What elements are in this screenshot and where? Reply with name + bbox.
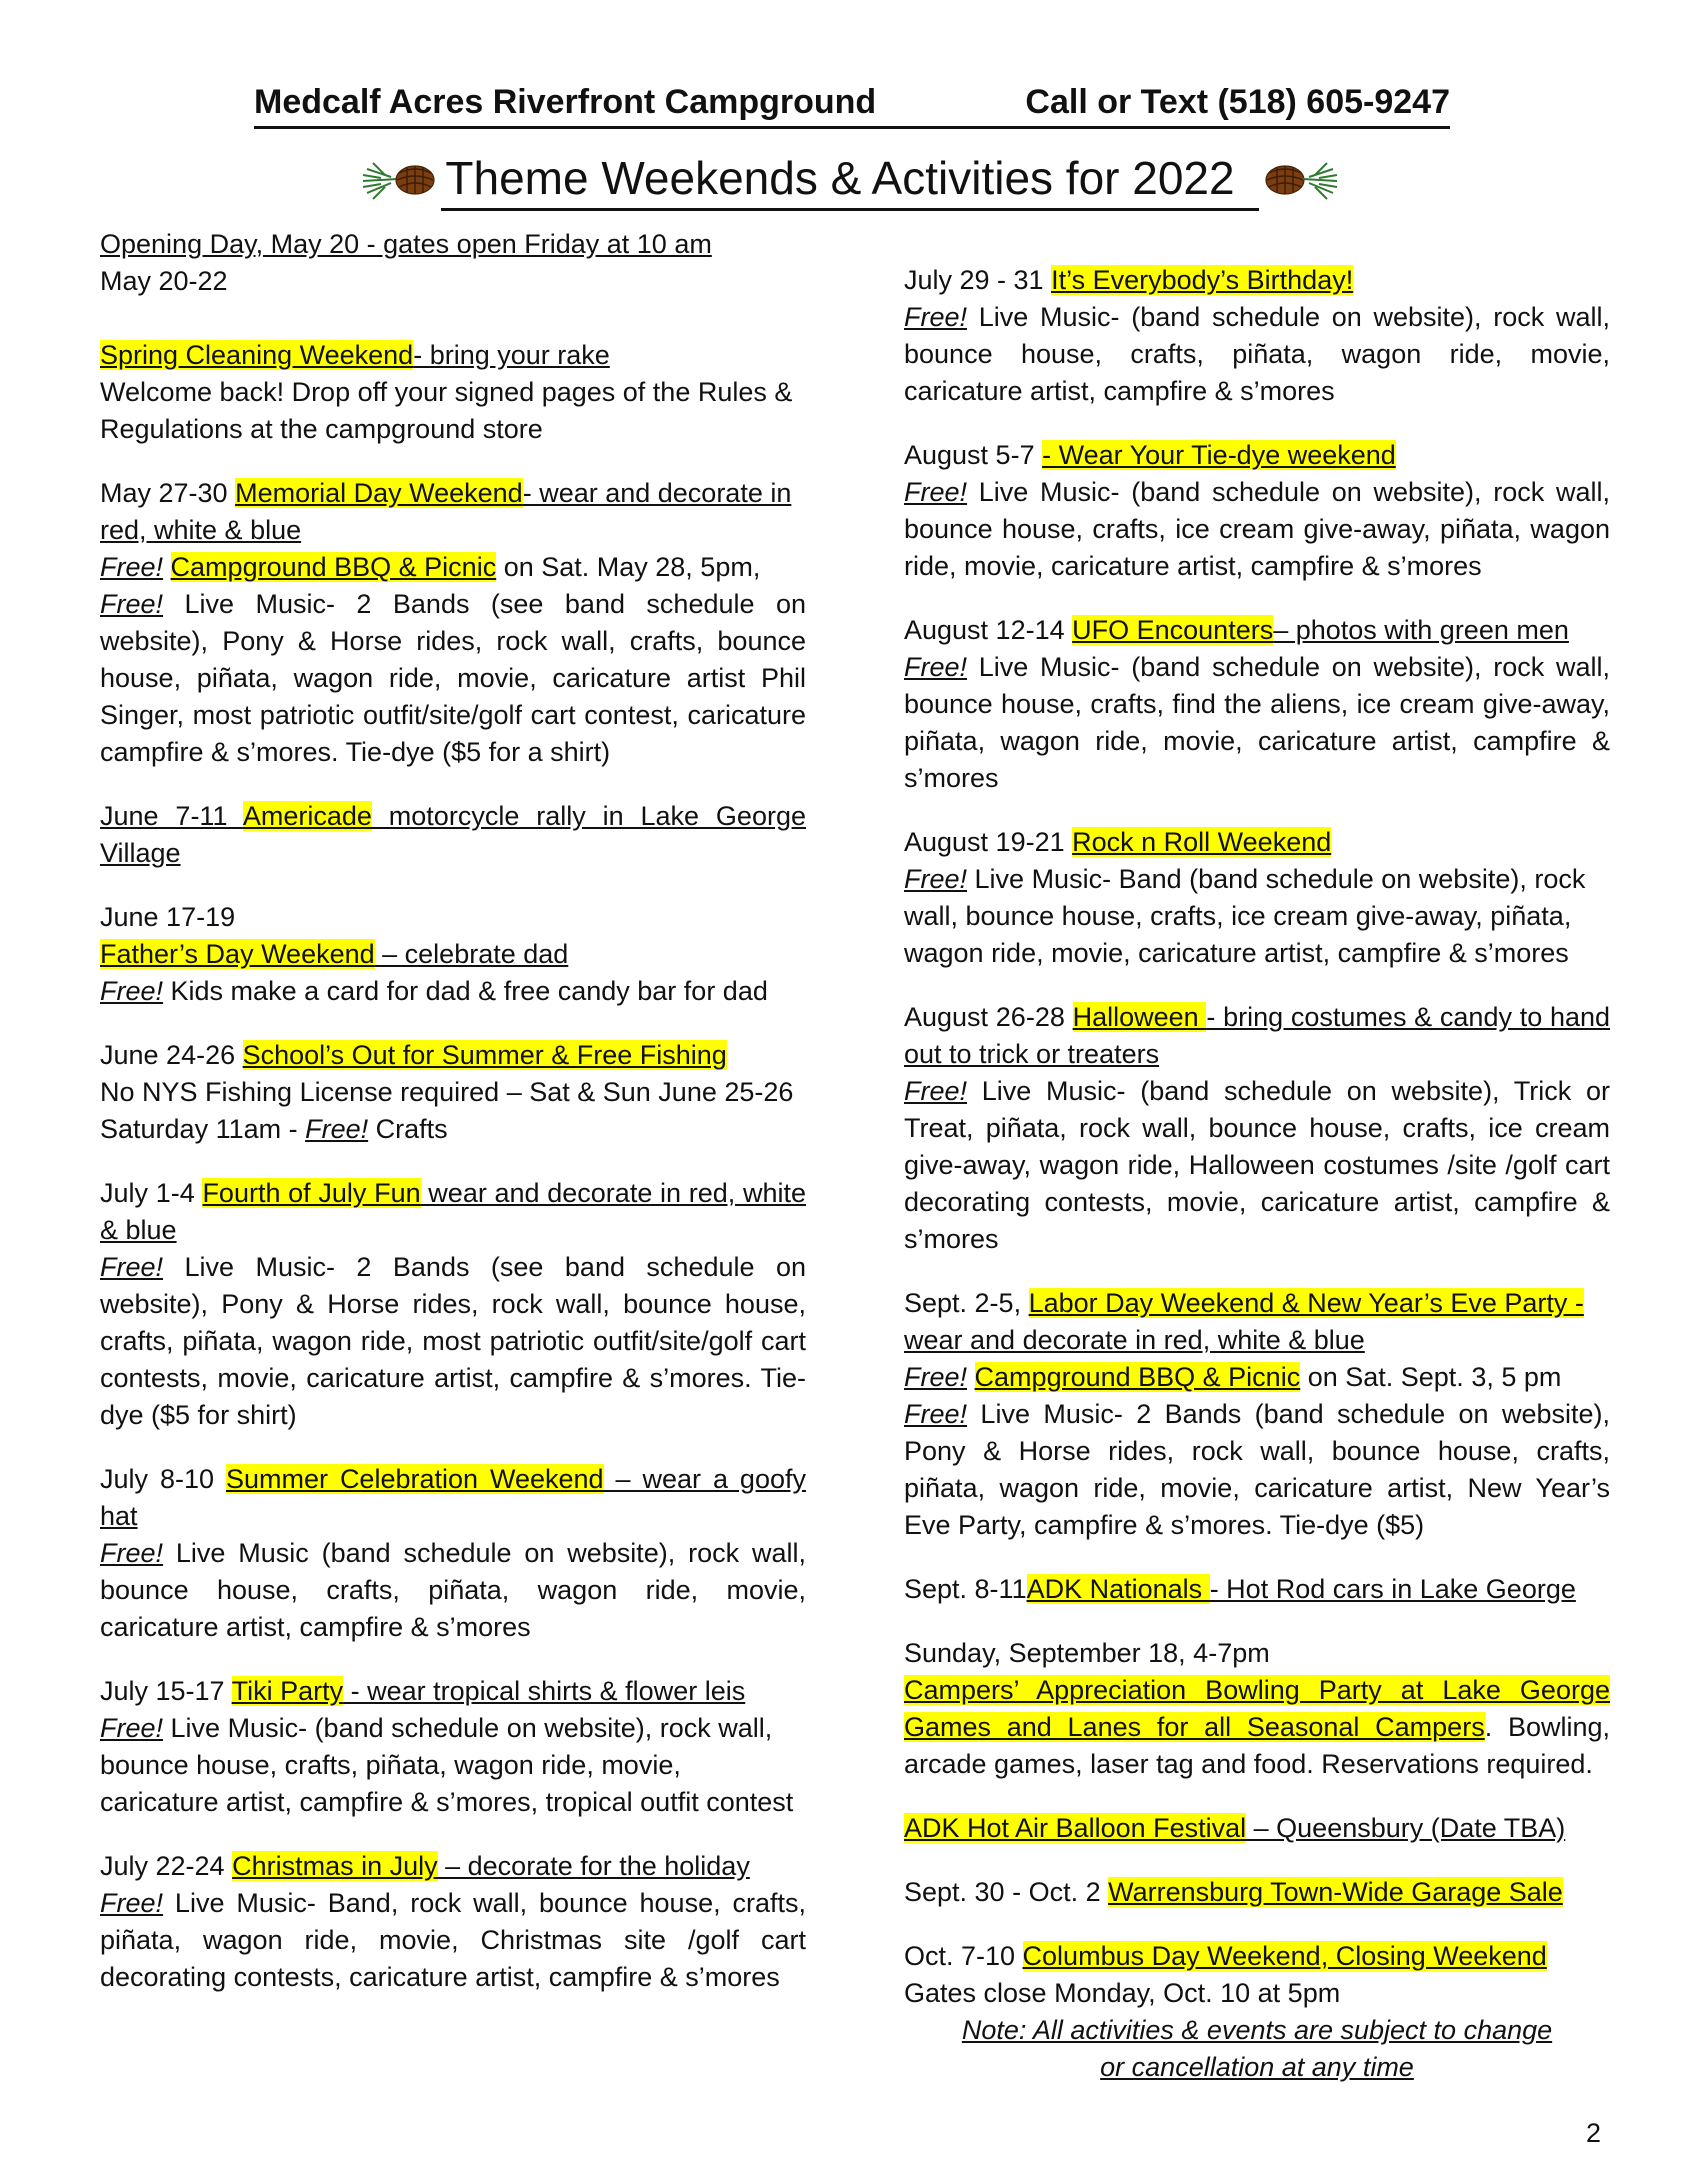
event-date: July 1-4 bbox=[100, 1178, 203, 1208]
event-date: July 8-10 bbox=[100, 1464, 226, 1494]
event-date: June 17-19 bbox=[100, 902, 236, 932]
event-description bbox=[904, 649, 1610, 797]
event-subtitle: wear and decorate in red, white & blue bbox=[100, 1178, 806, 1245]
event-body: Live Music- Band (band schedule on website), rock wall, bounce house, crafts, ice cream give-away, piñata, wagon ride, movie, caricature artist, campfire & s’mores bbox=[904, 864, 1586, 968]
event-date: August 26-28 bbox=[904, 1002, 1073, 1032]
event-subtitle: wear and decorate in red, white & blue bbox=[904, 1325, 1365, 1355]
event-heading bbox=[100, 1848, 806, 1885]
event-name-highlight: Christmas in July bbox=[232, 1851, 438, 1881]
free-label: Free! bbox=[904, 864, 968, 894]
bbq-detail: on Sat. Sept. 3, 5 pm bbox=[1300, 1362, 1562, 1392]
event-name-highlight: Spring Cleaning Weekend bbox=[100, 340, 414, 370]
event-rock-n-roll bbox=[904, 824, 1610, 972]
crafts-label: Crafts bbox=[368, 1114, 448, 1144]
event-name-highlight: Rock n Roll Weekend bbox=[1072, 827, 1332, 857]
event-subtitle: – wear a goofy hat bbox=[100, 1464, 806, 1531]
event-subtitle: - wear tropical shirts & flower leis bbox=[343, 1676, 746, 1706]
free-label: Free! bbox=[904, 1362, 968, 1392]
event-heading bbox=[904, 612, 1610, 649]
event-heading bbox=[100, 936, 806, 973]
free-label: Free! bbox=[305, 1114, 369, 1144]
crafts-line bbox=[100, 1111, 806, 1148]
event-date: July 22-24 bbox=[100, 1851, 233, 1881]
event-tiki-party bbox=[100, 1673, 806, 1821]
event-heading bbox=[100, 1673, 806, 1710]
bbq-line bbox=[904, 1359, 1610, 1396]
event-subtitle: – photos with green men bbox=[1273, 615, 1569, 645]
contact-phone: Call or Text (518) 605-9247 bbox=[1025, 83, 1450, 121]
free-label: Free! bbox=[904, 652, 968, 682]
event-date: May 20-22 bbox=[100, 266, 228, 296]
event-name-highlight: Father’s Day Weekend bbox=[100, 939, 375, 969]
event-subtitle: - Hot Rod cars in Lake George bbox=[1209, 1574, 1576, 1604]
event-bowling-party bbox=[904, 1635, 1610, 1783]
event-description bbox=[904, 1073, 1610, 1258]
event-garage-sale bbox=[904, 1874, 1610, 1911]
event-name-highlight: Halloween bbox=[1072, 1002, 1207, 1032]
event-name-highlight: School’s Out for Summer & Free Fishing bbox=[242, 1040, 727, 1070]
free-label: Free! bbox=[904, 477, 968, 507]
free-label: Free! bbox=[100, 1888, 164, 1918]
event-name-highlight: Warrensburg Town-Wide Garage Sale bbox=[1108, 1877, 1563, 1907]
event-name-highlight: - Wear Your Tie-dye weekend bbox=[1042, 440, 1396, 470]
event-heading bbox=[904, 1874, 1610, 1911]
event-ufo-encounters bbox=[904, 612, 1610, 797]
event-body: Live Music- (band schedule on website), rock wall, bounce house, crafts, piñata, wagon ride, movie, caricature artist, campfire & s’mores, tropical outfit contest bbox=[100, 1713, 794, 1817]
event-description bbox=[100, 586, 806, 771]
event-balloon-festival bbox=[904, 1810, 1610, 1847]
event-heading bbox=[904, 262, 1610, 299]
event-description: No NYS Fishing License required – Sat & Sun June 25-26 bbox=[100, 1077, 794, 1107]
event-body: Live Music- (band schedule on website), rock wall, bounce house, crafts, find the aliens, ice cream give-away, piñata, wagon ride, movie, caricature artist, campfire & s’mores bbox=[904, 652, 1610, 793]
event-body: Live Music- 2 Bands (see band schedule on website), Pony & Horse rides, rock wall, crafts, bounce house, piñata, wagon ride, movie, caricature artist Phil Singer, most patriotic outfit/site/golf cart contest, caricature campfire & s’mores. Tie-dye ($5 for a shirt) bbox=[100, 589, 806, 767]
event-date: July 15-17 bbox=[100, 1676, 232, 1706]
bbq-highlight: Campground BBQ & Picnic bbox=[170, 552, 497, 582]
event-name-highlight: Columbus Day Weekend, Closing Weekend bbox=[1022, 1941, 1547, 1971]
event-subtitle: - bring your rake bbox=[413, 340, 610, 370]
header-line bbox=[254, 82, 1450, 129]
event-body: . Bowling, arcade games, laser tag and food. Reservations required. bbox=[904, 1712, 1610, 1779]
event-subtitle: – Queensbury (Date TBA) bbox=[1246, 1813, 1566, 1843]
event-date: Sunday, September 18, 4-7pm bbox=[904, 1638, 1270, 1668]
event-fourth-of-july bbox=[100, 1175, 806, 1434]
event-heading bbox=[904, 437, 1610, 474]
free-label: Free! bbox=[100, 589, 164, 619]
free-label: Free! bbox=[100, 976, 164, 1006]
disclaimer-note: Note: All activities & events are subject to change bbox=[961, 2015, 1553, 2045]
crafts-time: Saturday 11am - bbox=[100, 1114, 306, 1144]
event-adk-nationals bbox=[904, 1571, 1610, 1608]
event-subtitle: - wear and decorate in red, white & blue bbox=[100, 478, 792, 545]
event-date: August 5-7 bbox=[904, 440, 1043, 470]
event-heading bbox=[904, 824, 1610, 861]
event-heading bbox=[904, 1285, 1610, 1359]
event-description: Welcome back! Drop off your signed pages of the Rules & Regulations at the campground store bbox=[100, 377, 793, 444]
event-body: Live Music (band schedule on website), rock wall, bounce house, crafts, piñata, wagon ride, movie, caricature artist, campfire & s’mores bbox=[100, 1538, 806, 1642]
free-label: Free! bbox=[904, 302, 968, 332]
event-labor-day bbox=[904, 1285, 1610, 1544]
event-subtitle: motorcycle rally in Lake George Village bbox=[100, 801, 806, 868]
event-description: Gates close Monday, Oct. 10 at 5pm bbox=[904, 1978, 1341, 2008]
event-date: Sept. 8-11 bbox=[904, 1574, 1027, 1604]
event-name-highlight: Labor Day Weekend & New Year’s Eve Party - bbox=[1028, 1288, 1584, 1318]
bbq-highlight: Campground BBQ & Picnic bbox=[974, 1362, 1301, 1392]
event-date: June 7-11 bbox=[100, 801, 243, 831]
campground-name: Medcalf Acres Riverfront Campground bbox=[254, 83, 877, 121]
event-heading bbox=[904, 1938, 1610, 1975]
event-description bbox=[904, 474, 1610, 585]
event-date: May 27-30 bbox=[100, 478, 236, 508]
event-body: Live Music- 2 Bands (band schedule on website), Pony & Horse rides, rock wall, bounce house, crafts, piñata, wagon ride, movie, caricature artist, New Year’s Eve Party, campfire & s’mores. Tie-dye ($5) bbox=[904, 1399, 1610, 1540]
free-label: Free! bbox=[904, 1399, 968, 1429]
spring-cleaning-line bbox=[100, 337, 806, 374]
event-heading bbox=[100, 475, 806, 549]
event-everybodys-birthday bbox=[904, 262, 1610, 410]
event-description bbox=[904, 1396, 1610, 1544]
event-description bbox=[904, 1672, 1610, 1783]
event-date: August 19-21 bbox=[904, 827, 1073, 857]
event-heading bbox=[100, 1037, 806, 1074]
event-subtitle: – decorate for the holiday bbox=[437, 1851, 750, 1881]
free-label: Free! bbox=[904, 1076, 968, 1106]
event-date: August 12-14 bbox=[904, 615, 1073, 645]
event-description bbox=[100, 1249, 806, 1434]
event-name-highlight: Memorial Day Weekend bbox=[235, 478, 523, 508]
pine-cone-icon bbox=[1263, 151, 1339, 209]
title-row bbox=[0, 148, 1700, 218]
event-heading bbox=[100, 1175, 806, 1249]
event-fathers-day bbox=[100, 899, 806, 1010]
left-column bbox=[100, 226, 806, 2023]
event-columbus-day bbox=[904, 1938, 1610, 2086]
event-summer-celebration bbox=[100, 1461, 806, 1646]
event-heading bbox=[904, 1810, 1610, 1847]
event-body: Live Music- (band schedule on website), rock wall, bounce house, crafts, ice cream give-away, piñata, wagon ride, movie, caricature artist, campfire & s’mores bbox=[904, 477, 1610, 581]
event-tie-dye bbox=[904, 437, 1610, 585]
event-body: Live Music- 2 Bands (see band schedule on website), Pony & Horse rides, rock wall, bounce house, crafts, piñata, wagon ride, most patriotic outfit/site/golf cart contests, movie, caricature artist, campfire & s’mores. Tie-dye ($5 for shirt) bbox=[100, 1252, 806, 1430]
event-name-highlight: Summer Celebration Weekend bbox=[225, 1464, 604, 1494]
free-label: Free! bbox=[100, 552, 164, 582]
event-heading bbox=[100, 1461, 806, 1535]
event-name-highlight: Americade bbox=[242, 801, 372, 831]
event-date: July 29 - 31 bbox=[904, 265, 1052, 295]
event-description bbox=[904, 299, 1610, 410]
free-label: Free! bbox=[100, 1538, 164, 1568]
event-date: Oct. 7-10 bbox=[904, 1941, 1023, 1971]
event-name-highlight: ADK Nationals bbox=[1026, 1574, 1210, 1604]
event-heading bbox=[904, 999, 1610, 1073]
event-subtitle: - bring costumes & candy to hand out to trick or treaters bbox=[904, 1002, 1611, 1069]
event-americade bbox=[100, 798, 806, 872]
event-name-highlight: Campers’ Appreciation Bowling Party at Lake George Games and Lanes for all Seasonal Campers bbox=[904, 1675, 1610, 1742]
event-description bbox=[100, 1535, 806, 1646]
event-christmas-in-july bbox=[100, 1848, 806, 1996]
bbq-line bbox=[100, 549, 806, 586]
event-name-highlight: It’s Everybody’s Birthday! bbox=[1051, 265, 1354, 295]
event-name-highlight: UFO Encounters bbox=[1072, 615, 1274, 645]
bbq-detail: on Sat. May 28, 5pm, bbox=[496, 552, 761, 582]
event-schools-out bbox=[100, 1037, 806, 1148]
event-subtitle: – celebrate dad bbox=[374, 939, 569, 969]
event-name-highlight: ADK Hot Air Balloon Festival bbox=[904, 1813, 1247, 1843]
pine-cone-icon bbox=[361, 151, 437, 209]
event-body: Live Music- Band, rock wall, bounce house, crafts, piñata, wagon ride, movie, Christmas site /golf cart decorating contests, caricature artist, campfire & s’mores bbox=[100, 1888, 806, 1992]
event-name-highlight: Fourth of July Fun bbox=[202, 1178, 421, 1208]
event-opening-day bbox=[100, 226, 806, 448]
free-label: Free! bbox=[100, 1713, 164, 1743]
event-date: June 24-26 bbox=[100, 1040, 243, 1070]
event-body: Live Music- (band schedule on website), Trick or Treat, piñata, rock wall, bounce house, crafts, ice cream give-away, wagon ride, Halloween costumes /site /golf cart decorating contests, movie, caricature artist, campfire & s’mores bbox=[904, 1076, 1610, 1254]
event-halloween bbox=[904, 999, 1610, 1258]
event-name-highlight: Tiki Party bbox=[231, 1676, 344, 1706]
event-description bbox=[100, 973, 806, 1010]
free-label: Free! bbox=[100, 1252, 164, 1282]
event-date: Sept. 2-5, bbox=[904, 1288, 1029, 1318]
opening-line: Opening Day, May 20 - gates open Friday at 10 am bbox=[100, 229, 712, 259]
event-description bbox=[100, 1885, 806, 1996]
page-number: 2 bbox=[1586, 2118, 1602, 2148]
right-column bbox=[904, 262, 1610, 2113]
event-date: Sept. 30 - Oct. 2 bbox=[904, 1877, 1109, 1907]
page-title: Theme Weekends & Activities for 2022 bbox=[441, 148, 1258, 211]
event-description bbox=[904, 861, 1610, 972]
event-body: Live Music- (band schedule on website), rock wall, bounce house, crafts, piñata, wagon ride, movie, caricature artist, campfire & s’mores bbox=[904, 302, 1610, 406]
event-heading bbox=[100, 798, 806, 872]
event-description bbox=[100, 1710, 806, 1821]
event-memorial-day bbox=[100, 475, 806, 771]
event-body: Kids make a card for dad & free candy bar for dad bbox=[163, 976, 768, 1006]
disclaimer-note: or cancellation at any time bbox=[1100, 2052, 1414, 2082]
event-heading bbox=[904, 1571, 1610, 1608]
